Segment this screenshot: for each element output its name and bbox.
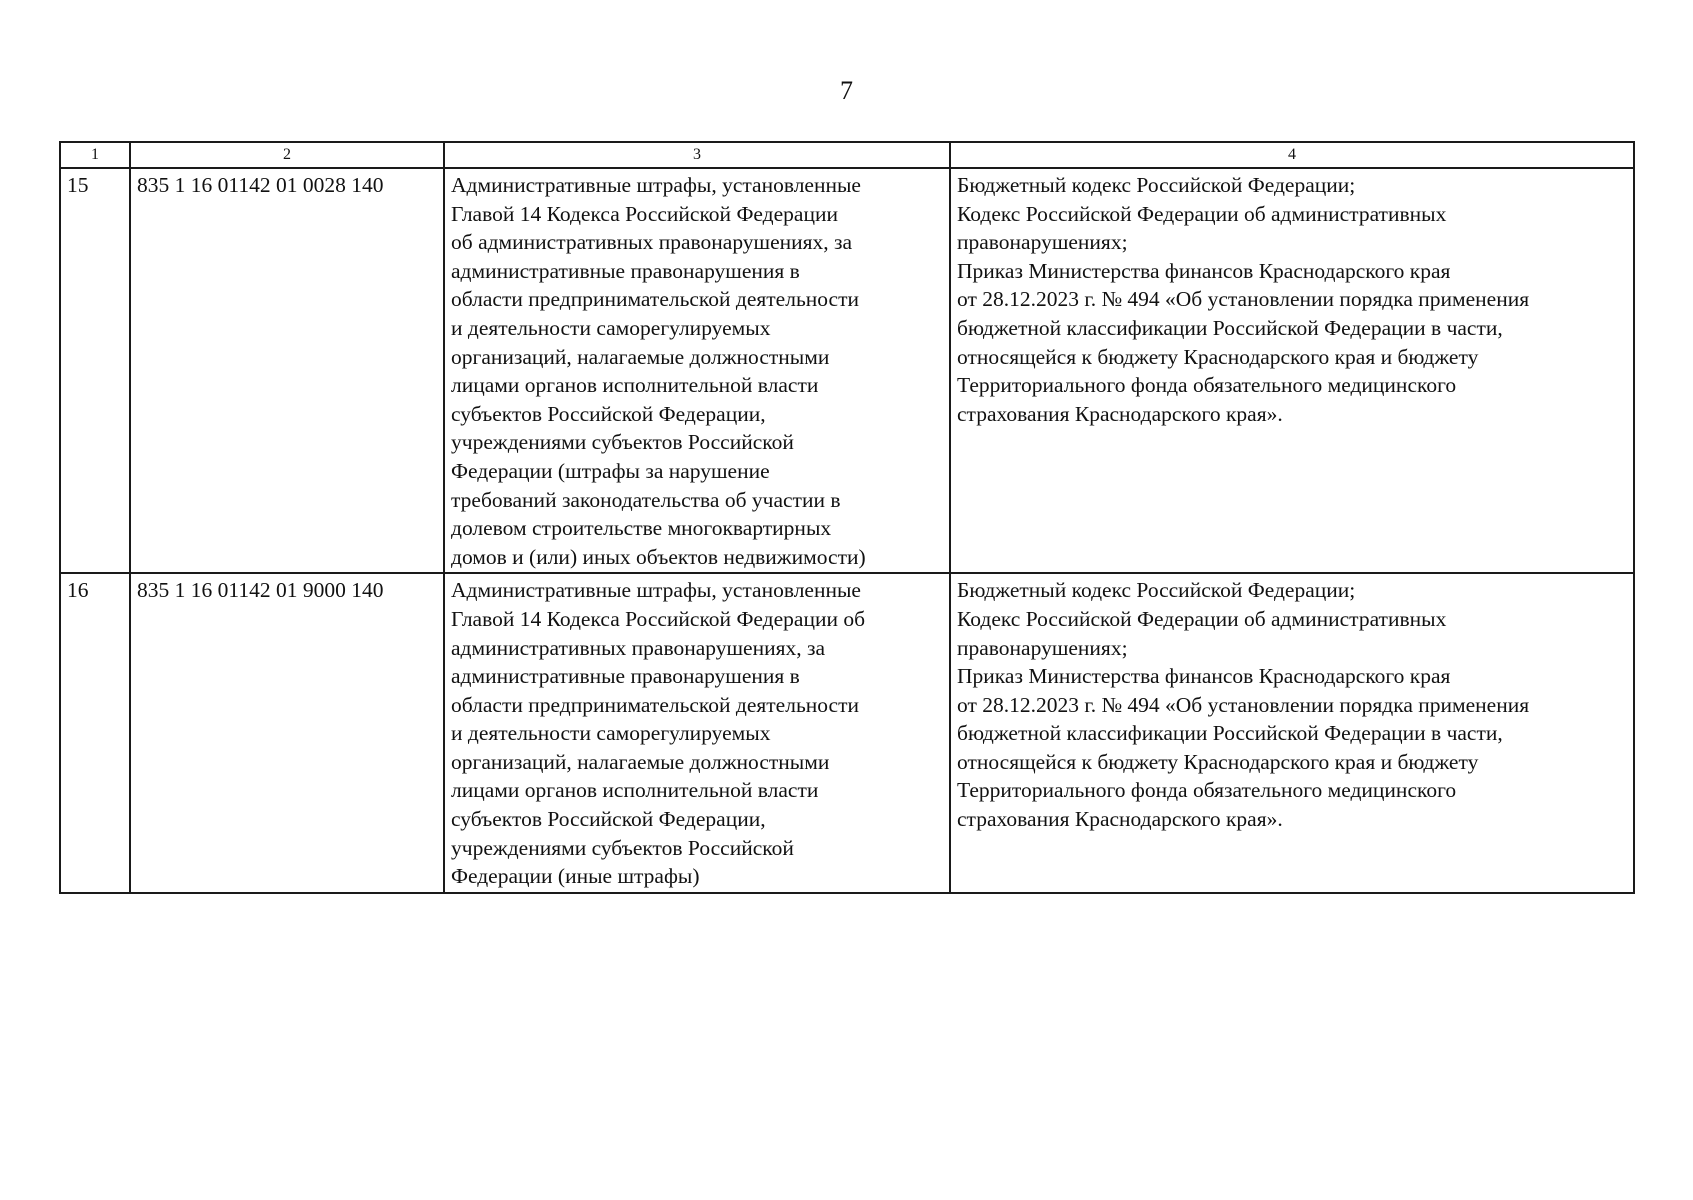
column-header-2: 2: [130, 142, 444, 168]
page-number: 7: [840, 76, 853, 105]
legal-basis-line: от 28.12.2023 г. № 494 «Об установлении порядка применения: [957, 287, 1530, 312]
legal-basis-line: Кодекс Российской Федерации об административных: [957, 201, 1447, 226]
description-line: лицами органов исполнительной власти: [451, 373, 819, 398]
description-line: Федерации (штрафы за нарушение: [451, 458, 770, 483]
description-line: и деятельности саморегулируемых: [451, 721, 771, 746]
legal-basis-line: страхования Краснодарского края».: [957, 401, 1283, 426]
legal-basis-line: Территориального фонда обязательного медицинского: [957, 373, 1457, 398]
legal-basis-line: относящейся к бюджету Краснодарского края и бюджету: [957, 749, 1479, 774]
column-header-1: 1: [60, 142, 130, 168]
description-line: Административные штрафы, установленные: [451, 173, 861, 197]
description-line: административных правонарушениях, за: [451, 635, 826, 660]
description-line: требований законодательства об участии в: [451, 487, 841, 512]
description-line: домов и (или) иных объектов недвижимости): [451, 544, 866, 569]
budget-classification-table: [59, 141, 1635, 894]
legal-basis-line: правонарушениях;: [957, 230, 1128, 255]
legal-basis-line: Бюджетный кодекс Российской Федерации;: [957, 578, 1356, 603]
table-header-row: [60, 142, 1634, 168]
legal-basis-line: Территориального фонда обязательного медицинского: [957, 778, 1457, 803]
table-row: [60, 573, 1634, 893]
description-line: административные правонарушения в: [451, 258, 800, 283]
legal-basis-line: Бюджетный кодекс Российской Федерации;: [957, 173, 1356, 197]
description-line: Федерации (иные штрафы): [451, 864, 700, 889]
description-line: Главой 14 Кодекса Российской Федерации об: [451, 606, 866, 631]
budget-code: 835 1 16 01142 01 0028 140: [130, 168, 444, 573]
description-line: об административных правонарушениях, за: [451, 230, 853, 255]
legal-basis-line: Приказ Министерства финансов Краснодарского края: [957, 258, 1451, 283]
description-line: и деятельности саморегулируемых: [451, 315, 771, 340]
revenue-description: [444, 168, 950, 573]
legal-basis-line: Кодекс Российской Федерации об административных: [957, 606, 1447, 631]
description-line: организаций, налагаемые должностными: [451, 344, 830, 369]
column-header-3: 3: [444, 142, 950, 168]
description-line: долевом строительстве многоквартирных: [451, 516, 832, 541]
description-line: Главой 14 Кодекса Российской Федерации: [451, 201, 838, 226]
legal-basis: [950, 573, 1634, 893]
description-line: субъектов Российской Федерации,: [451, 401, 766, 426]
description-line: Административные штрафы, установленные: [451, 578, 861, 603]
legal-basis-line: бюджетной классификации Российской Федерации в части,: [957, 721, 1503, 746]
budget-code: 835 1 16 01142 01 9000 140: [130, 573, 444, 893]
legal-basis-line: Приказ Министерства финансов Краснодарского края: [957, 664, 1451, 689]
column-header-4: 4: [950, 142, 1634, 168]
description-line: субъектов Российской Федерации,: [451, 807, 766, 832]
revenue-description: [444, 573, 950, 893]
legal-basis: [950, 168, 1634, 573]
description-line: лицами органов исполнительной власти: [451, 778, 819, 803]
legal-basis-line: страхования Краснодарского края».: [957, 807, 1283, 832]
legal-basis-line: относящейся к бюджету Краснодарского края и бюджету: [957, 344, 1479, 369]
table-row: [60, 168, 1634, 573]
description-line: области предпринимательской деятельности: [451, 287, 859, 312]
row-number: 15: [60, 168, 130, 573]
legal-basis-line: от 28.12.2023 г. № 494 «Об установлении порядка применения: [957, 692, 1530, 717]
description-line: учреждениями субъектов Российской: [451, 835, 794, 860]
legal-basis-line: бюджетной классификации Российской Федерации в части,: [957, 315, 1503, 340]
description-line: учреждениями субъектов Российской: [451, 430, 794, 455]
description-line: области предпринимательской деятельности: [451, 692, 859, 717]
description-line: административные правонарушения в: [451, 664, 800, 689]
legal-basis-line: правонарушениях;: [957, 635, 1128, 660]
row-number: 16: [60, 573, 130, 893]
description-line: организаций, налагаемые должностными: [451, 749, 830, 774]
